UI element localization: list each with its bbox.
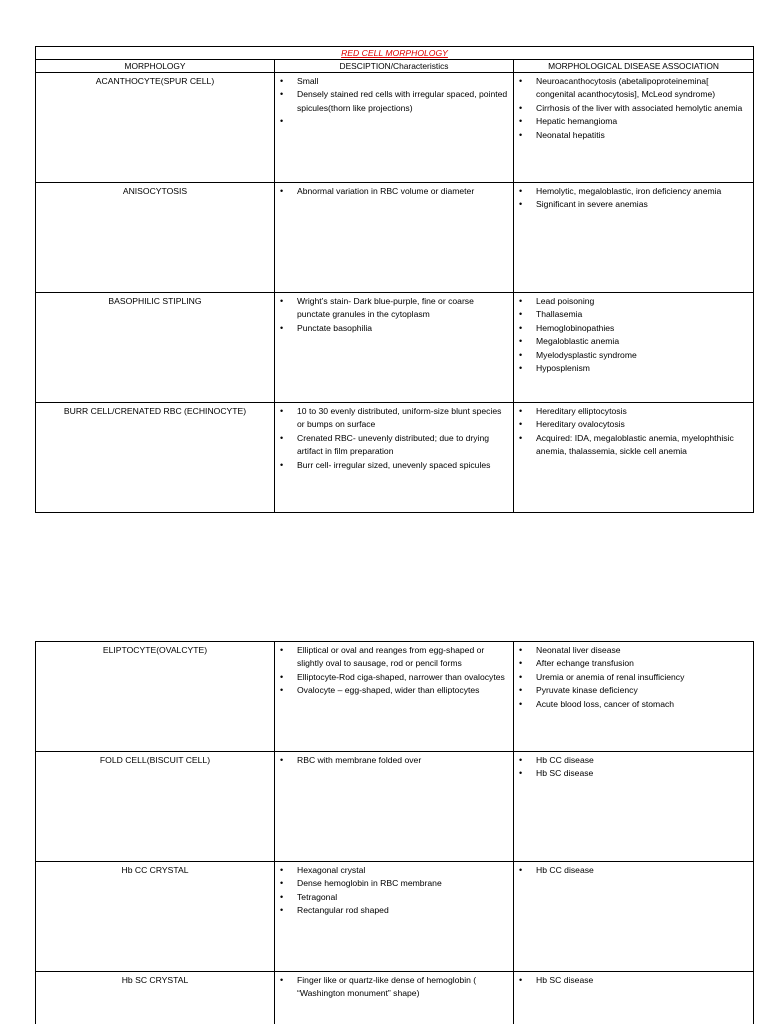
list-item: • Thallasemia [536, 308, 749, 321]
table-row [36, 862, 754, 972]
header-morphology: MORPHOLOGY [36, 60, 275, 73]
disease-association-cell [514, 752, 754, 862]
list-item: • Significant in severe anemias [536, 198, 749, 211]
morphology-name: ELIPTOCYTE(OVALCYTE) [36, 642, 275, 752]
list-item: • RBC with membrane folded over [297, 754, 509, 767]
morphology-name: BURR CELL/CRENATED RBC (ECHINOCYTE) [36, 403, 275, 513]
list-item: • After echange transfusion [536, 657, 749, 670]
description-cell [275, 972, 514, 1024]
disease-association-cell [514, 293, 754, 403]
morphology-name: Hb CC CRYSTAL [36, 862, 275, 972]
list-item: • Uremia or anemia of renal insufficiency [536, 671, 749, 684]
description-list [275, 752, 513, 767]
table-row [36, 183, 754, 293]
morphology-name: ACANTHOCYTE(SPUR CELL) [36, 73, 275, 183]
disease-association-cell [514, 183, 754, 293]
list-item: • Pyruvate kinase deficiency [536, 684, 749, 697]
list-item [297, 115, 509, 128]
description-list [275, 183, 513, 198]
disease-list [514, 972, 753, 987]
morphology-name: ANISOCYTOSIS [36, 183, 275, 293]
description-cell [275, 862, 514, 972]
description-cell [275, 293, 514, 403]
disease-association-cell [514, 403, 754, 513]
table-row [36, 403, 754, 513]
table-row [36, 293, 754, 403]
disease-list [514, 642, 753, 711]
list-item: • Neuroacanthocytosis (abetalipoproteinemina[ congenital acanthocytosis], McLeod syndrome) [536, 75, 749, 102]
description-cell [275, 642, 514, 752]
description-list [275, 862, 513, 918]
morphology-name: FOLD CELL(BISCUIT CELL) [36, 752, 275, 862]
list-item: • Hepatic hemangioma [536, 115, 749, 128]
table-title-row [36, 47, 754, 60]
table-header-row [36, 60, 754, 73]
list-item: • Hb SC disease [536, 767, 749, 780]
list-item: • 10 to 30 evenly distributed, uniform-size blunt species or bumps on surface [297, 405, 509, 432]
disease-association-cell [514, 73, 754, 183]
list-item: • Cirrhosis of the liver with associated hemolytic anemia [536, 102, 749, 115]
list-item: • Myelodysplastic syndrome [536, 349, 749, 362]
table-row [36, 73, 754, 183]
list-item: • Abnormal variation in RBC volume or diameter [297, 185, 509, 198]
description-list [275, 73, 513, 129]
morphology-name: Hb SC CRYSTAL [36, 972, 275, 1024]
red-cell-morphology-table [35, 46, 754, 513]
disease-list [514, 752, 753, 781]
list-item: • Wright’s stain- Dark blue-purple, fine or coarse punctate granules in the cytoplasm [297, 295, 509, 322]
list-item: • Ovalocyte – egg-shaped, wider than elliptocytes [297, 684, 509, 697]
disease-association-cell [514, 642, 754, 752]
description-list [275, 972, 513, 1001]
disease-list [514, 403, 753, 459]
header-disease-association: MORPHOLOGICAL DISEASE ASSOCIATION [514, 60, 754, 73]
list-item: • Hb CC disease [536, 754, 749, 767]
description-cell [275, 73, 514, 183]
disease-association-cell [514, 972, 754, 1024]
table-title: RED CELL MORPHOLOGY [341, 48, 448, 58]
list-item: • Lead poisoning [536, 295, 749, 308]
list-item: • Densely stained red cells with irregular spaced, pointed spicules(thorn like projections) [297, 88, 509, 115]
description-list [275, 642, 513, 698]
list-item: • Hereditary elliptocytosis [536, 405, 749, 418]
description-cell [275, 752, 514, 862]
list-item: • Burr cell- irregular sized, unevenly spaced spicules [297, 459, 509, 472]
table-row [36, 752, 754, 862]
list-item: • Hb SC disease [536, 974, 749, 987]
description-cell [275, 183, 514, 293]
table-row [36, 972, 754, 1024]
disease-list [514, 183, 753, 212]
list-item: • Acquired: IDA, megaloblastic anemia, myelophthisic anemia, thalassemia, sickle cell anemia [536, 432, 749, 459]
list-item: • Finger like or quartz-like dense of hemoglobin ( “Washington monument” shape) [297, 974, 509, 1001]
table-row [36, 642, 754, 752]
table1-body [36, 73, 754, 513]
disease-association-cell [514, 862, 754, 972]
header-description: DESCIPTION/Characteristics [275, 60, 514, 73]
table2-body [36, 642, 754, 1024]
red-cell-morphology-table-continued [35, 641, 754, 1024]
disease-list [514, 73, 753, 142]
list-item: • Dense hemoglobin in RBC membrane [297, 877, 509, 890]
table-title-cell [36, 47, 754, 60]
list-item: • Elliptical or oval and reanges from egg-shaped or slightly oval to sausage, rod or pencil forms [297, 644, 509, 671]
list-item: • Hereditary ovalocytosis [536, 418, 749, 431]
list-item: • Rectangular rod shaped [297, 904, 509, 917]
list-item: • Neonatal liver disease [536, 644, 749, 657]
list-item: • Tetragonal [297, 891, 509, 904]
disease-list [514, 862, 753, 877]
morphology-name: BASOPHILIC STIPLING [36, 293, 275, 403]
list-item: • Punctate basophilia [297, 322, 509, 335]
description-list [275, 403, 513, 472]
list-item: • Hyposplenism [536, 362, 749, 375]
disease-list [514, 293, 753, 375]
list-item: • Small [297, 75, 509, 88]
list-item: • Elliptocyte-Rod ciga-shaped, narrower than ovalocytes [297, 671, 509, 684]
list-item: • Neonatal hepatitis [536, 129, 749, 142]
list-item: • Megaloblastic anemia [536, 335, 749, 348]
list-item: • Crenated RBC- unevenly distributed; due to drying artifact in film preparation [297, 432, 509, 459]
list-item: • Hemoglobinopathies [536, 322, 749, 335]
list-item: • Acute blood loss, cancer of stomach [536, 698, 749, 711]
list-item: • Hexagonal crystal [297, 864, 509, 877]
description-list [275, 293, 513, 335]
list-item: • Hb CC disease [536, 864, 749, 877]
description-cell [275, 403, 514, 513]
list-item: • Hemolytic, megaloblastic, iron deficiency anemia [536, 185, 749, 198]
